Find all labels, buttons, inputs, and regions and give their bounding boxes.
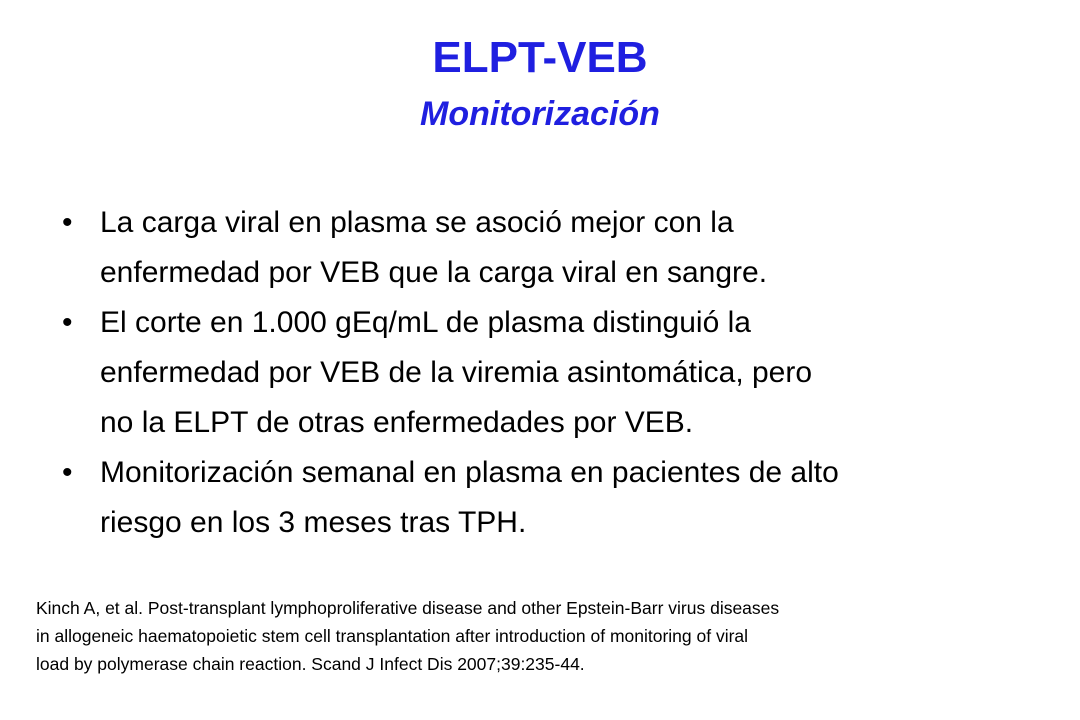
bullet-line: no la ELPT de otras enfermedades por VEB.: [100, 406, 694, 439]
citation-line: in allogeneic haematopoietic stem cell transplantation after introduction of monitoring of viral: [36, 626, 749, 646]
slide-title: ELPT-VEB: [432, 33, 648, 82]
bullet-icon: •: [62, 306, 73, 339]
bullet-item: [60, 448, 1040, 548]
bullet-item: [60, 298, 1040, 448]
citation-line: load by polymerase chain reaction. Scand J Infect Dis 2007;39:235-44.: [36, 654, 585, 674]
bullet-line: La carga viral en plasma se asoció mejor con la: [100, 206, 734, 239]
bullet-item: [60, 198, 1040, 298]
slide-subtitle: Monitorización: [420, 95, 660, 133]
bullet-icon: •: [62, 206, 73, 239]
bullet-line: Monitorización semanal en plasma en pacientes de alto: [100, 456, 839, 489]
bullet-icon: •: [62, 456, 73, 489]
bullet-line: riesgo en los 3 meses tras TPH.: [100, 506, 527, 539]
bullet-line: enfermedad por VEB que la carga viral en sangre.: [100, 256, 768, 289]
bullet-list: [60, 198, 1040, 548]
bullet-line: El corte en 1.000 gEq/mL de plasma distinguió la: [100, 306, 751, 339]
bullet-line: enfermedad por VEB de la viremia asintomática, pero: [100, 356, 813, 389]
citation-line: Kinch A, et al. Post-transplant lymphoproliferative disease and other Epstein-Barr virus diseases: [36, 598, 780, 618]
citation: [36, 594, 1066, 678]
